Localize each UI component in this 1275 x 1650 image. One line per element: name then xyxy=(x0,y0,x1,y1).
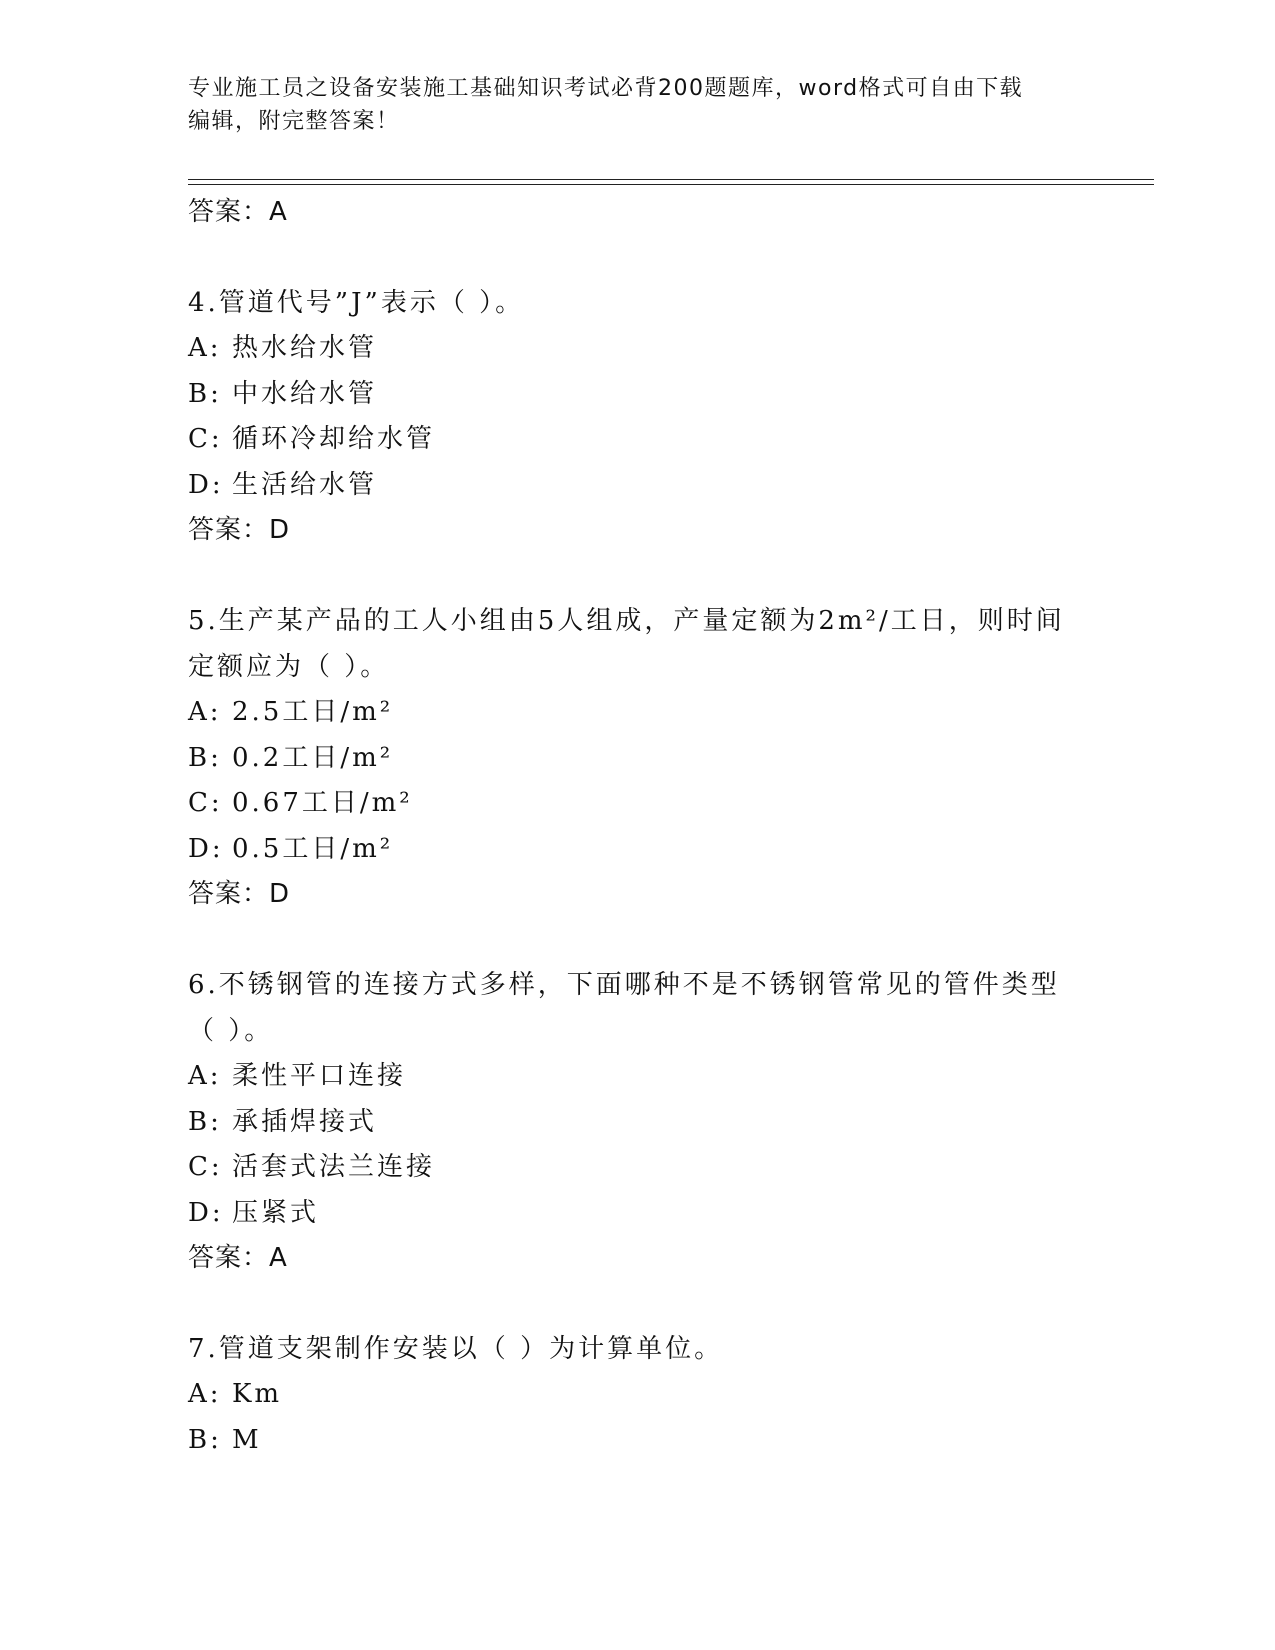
option-b: B: 承插焊接式 xyxy=(188,1106,378,1137)
question-text: 7.管道支架制作安装以（ ）为计算单位。 xyxy=(188,1334,724,1364)
question-block xyxy=(188,280,1088,552)
option-a: A: 热水给水管 xyxy=(188,333,378,363)
option-c: C: 0.67工日/m² xyxy=(188,788,413,818)
option-b: B: 0.2工日/m² xyxy=(188,742,394,773)
option-c: C: 循环冷却给水管 xyxy=(188,424,436,454)
header-line-1: 专业施工员之设备安装施工基础知识考试必背200题题库，word格式可自由下载 xyxy=(188,76,1024,101)
option-b: B: M xyxy=(188,1424,262,1455)
question-block xyxy=(188,1326,1088,1463)
question-block xyxy=(188,962,1088,1280)
option-a: A: 2.5工日/m² xyxy=(188,697,394,727)
question-text: 4.管道代号”J”表示（ ）。 xyxy=(188,288,525,318)
option-d: D: 压紧式 xyxy=(188,1197,320,1228)
header-line-2: 编辑，附完整答案！ xyxy=(188,109,400,134)
header-divider-bottom xyxy=(188,184,1154,185)
option-d: D: 0.5工日/m² xyxy=(188,833,394,864)
option-b: B: 中水给水管 xyxy=(188,378,378,409)
question-block xyxy=(188,598,1088,916)
answer-line: 答案：D xyxy=(188,879,291,909)
option-a: A: 柔性平口连接 xyxy=(188,1061,407,1091)
answer-line: 答案：A xyxy=(188,197,288,227)
question-text: 5.生产某产品的工人小组由5人组成，产量定额为2m²/工日，则时间 xyxy=(188,606,1065,636)
question-text-continued: （ ）。 xyxy=(188,1016,274,1046)
answer-line: 答案：D xyxy=(188,515,291,545)
answer-line: 答案：A xyxy=(188,1243,288,1273)
question-list xyxy=(188,190,1088,1463)
question-text-continued: 定额应为（ ）。 xyxy=(188,652,390,682)
option-d: D: 生活给水管 xyxy=(188,469,378,500)
option-c: C: 活套式法兰连接 xyxy=(188,1152,436,1182)
option-a: A: Km xyxy=(188,1379,283,1409)
header-divider-top xyxy=(188,179,1154,180)
question-text: 6.不锈钢管的连接方式多样，下面哪种不是不锈钢管常见的管件类型 xyxy=(188,970,1060,1000)
document-header xyxy=(188,72,1068,138)
